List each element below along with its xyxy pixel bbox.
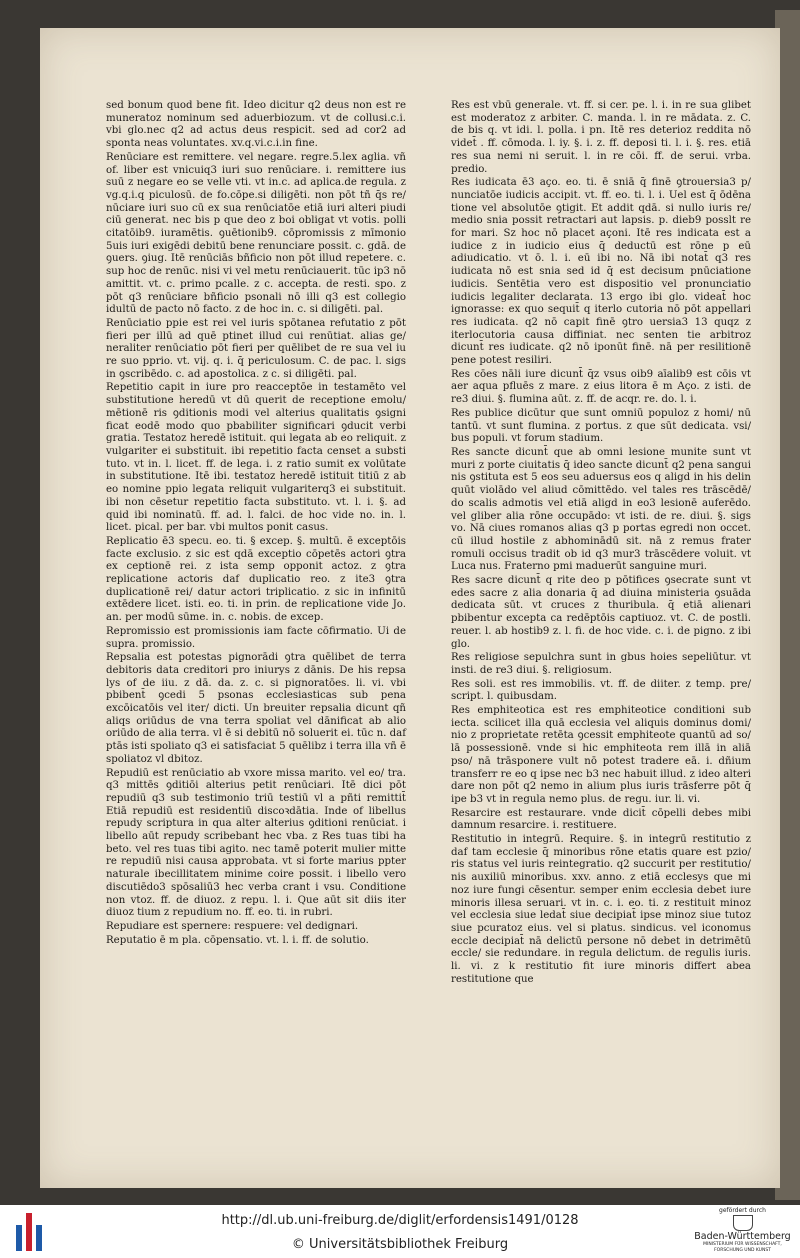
left-paragraph: Renūciatio ppie est rei vel iuris spōtanea refutatio z pōt fieri per illū ad quē ptinet illud cui renūtiat. alias ge/ neraliter renūciatio pōt fieri per quēlibet de re sua vel iu re suo pprio. vt. vij. q. i. q̄ periculosum. C. de pac. l. sigs in ꝯscribēdo. c. ad apostolica. z c. si diligēti. pal. bbox=[106, 317, 406, 380]
permalink-url[interactable]: http://dl.ub.uni-freiburg.de/diglit/erfordensis1491/0128 bbox=[221, 1213, 579, 1228]
left-paragraph: Replicatio ē3 specu. eo. ti. § excep. §. multū. ē exceptōis facte exclusio. z sic est qdā exceptio cōpetēs actori ꝯtra ex ceptionē rei. z ista semp opponit actoz. z ꝯtra replicatione actoris daf duplicatio reo. z ite3 ꝯtra duplicationē rei/ datur actori triplicatio. z sic in infinitū extēdere licet. isti. eo. ti. in prin. de replicatione vide Jo. an. per modū sūme. in. c. nobis. de excep. bbox=[106, 535, 406, 624]
left-paragraph: Repudiare est spernere: respuere: vel dedignari. bbox=[106, 921, 359, 932]
right-paragraph: Res iudicata ē3 aço. eo. ti. ē sniā q̄ finē ꝯtrouersia3 p/ nunciatōe iudicis accipit. vt. ff. eo. ti. l. i. Uel est q̄ ōdēna tione vel absolutōe ꝯtigit. Et addit qdā. si nullo iuris re/ medio snia possit retractari aut lapsis. p. dieb9 posslt re for mari. Sz hoc nō placet açoni. Itē res indicata est a iudice z in iudicio eius q̄ deductū est rōne p eū adiudicatio. vt ō. l. i. eū ibi no. Nā ibi notat̄ q3 res iudicata nō est snia sed id q̄ est decisum pnūciatione iudicis. Sentētia vero est dispositio vel pronunciatio iudicis legaliter declarata. 13 ergo ibi glo. videat̄ hoc ignorasse: ex quo sequit̄ q iterlo cutoria nō pōt appellari res iudicata. q2 nō capit finē ꝯtro uersia3 13 quqz z iterlocutoria causa diffiniat. nec senten tie arbitroz dicunt̄ res iudicate. q2 nō iponūt finē. nā per resilitionē pene potest resiliri. bbox=[451, 177, 751, 367]
funder-name: Baden-Württemberg bbox=[694, 1231, 791, 1242]
left-paragraph: sed bonum quod bene fit. Ideo dicitur q2 deus non est re muneratoz nominum sed aduerbiozum. vt de collusi.c.i. vbi glo.nec q2 ad actus deus respicit. sed ad cor2 ad sponta neas voluntates. xv.q.vi.c.i.in fine. bbox=[106, 100, 406, 150]
right-paragraph: Res soli. est res immobilis. vt. ff. de diiter. z temp. pre/ script. l. quibusdam. bbox=[451, 678, 751, 703]
left-paragraph: Reputatio ē m pla. cōpensatio. vt. l. i. ff. de solutio. bbox=[106, 934, 369, 946]
right-paragraph: Res religiose sepulchra sunt in gbus hoies sepeliūtur. vt insti. de re3 diui. §. religiosum. bbox=[451, 652, 751, 676]
right-paragraph: Res publice dicūtur que sunt omniū populoz z homi/ nū tantū. vt sunt flumina. z portus. z que sūt dedicata. vsi/ bus populi. vt forum stadium. bbox=[451, 407, 751, 445]
funding-label: gefördert durch bbox=[719, 1207, 766, 1214]
left-paragraph: Repsalia est potestas pignorādi ꝯtra quēlibet de terra debitoris data creditori pro iniurys z dānis. De his repsa lys of de iiu. z dā. da. z. c. si pignoratōes. li. vi. vbi pbibent̄ ꝯcedi 5 psonas ecclesiasticas sub pena excōicatōis vel iter/ dicti. Un breuiter repsalia dicunt qñ aliqs oriūdus de vna terra spoliat vel dānificat ab alio oriūdo de alia terra. vl ē si debitū nō soluerit ei. tūc n. daf ptās isti spoliato q3 ei satisfaciat 5 quēlibz i terra illa vñ ē spoliatoz vl dbitoz. bbox=[106, 652, 406, 765]
right-paragraph: Restitutio in integrū. Require. §. in integrū restitutio z daf tam ecclesie q̄ minoribus rōne etatis quare est pzio/ ris status vel iuris reintegratio. q2 succurit per restitutio/ nis auxiliū minoribus. xxv. anno. z etiā ecclesys que mi noz iure fungi cēsentur. semper enim ecclesia debet iure minoris illesa seruari. vt in. c. i. eo. ti. z restituit minoz vel ecclesia siue ledat̄ siue decipiat̄ ipse minoz siue tutoz siue pcuratoz eius. vel si platus. sindicus. vel iconomus eccle decipiat̄ nā delictū persone nō debet in detrimētū eccle/ sie redundare. in regula delictum. de regulis iuris. li. vi. z k restitutio fit iure minoris differt abea restitutione que bbox=[451, 834, 751, 985]
ministry-name: MINISTERIUM FÜR WISSENSCHAFT, FORSCHUNG UND KUNST bbox=[703, 1242, 782, 1253]
right-text-column bbox=[451, 100, 751, 988]
copyright-notice: © Universitätsbibliothek Freiburg bbox=[291, 1237, 509, 1252]
left-paragraph: Renūciare est remittere. vel negare. regre.5.lex aglia. vñ of. liber est vnicuiq3 iuri suo renūciare. i. remittere ius suū z negare eo se velle vti. vt in.c. ad aplica.de regula. z vg.q.i.q piculosū. de fo.cōpe.si diligēti. non pōt tñ q̄s re/ nūciare iuri suo cū ex sua renūciatōe etiā iuri alteri piudi ciū generat. nec bis p que deo z boi obligat vt votis. polli citatōib9. iuramētis. ꝯuētionib9. cōpromissis z mīmonio 5uis iuri exigēdi debitū bene renunciare possit. c. gdā. de ꝯuers. ꝯiug. Itē renūciās bñficio non pōt illud repetere. c. sup hoc de renūc. nisi vi vel metu renūciauerit. tūc ip3 nō amittit. vt. c. primo pcalle. z c. accepta. de resti. spo. z pōt q3 renūciare bñficio psonali nō illi q3 est collegio idultū de pacto nō facto. z de hoc in. c. si diligēti. pal. bbox=[106, 151, 406, 316]
funding-logo bbox=[690, 1207, 795, 1255]
right-paragraph: Res est vbū generale. vt. ff. si cer. pe. l. i. in re sua glibet est moderatoz z arbiter. C. manda. l. in re mādata. z. C. de bis q. vt idi. l. polla. i pn. Itē res deterioz reddita nō videt̄ . ff. cōmoda. l. iy. §. i. z. ff. deposi ti. l. i. §. res. etiā res sua nemi ni seruit. l. in re cōi. ff. de serui. vrba. predio. bbox=[451, 100, 751, 175]
left-text-column bbox=[106, 100, 406, 948]
right-paragraph: Res cōes nāli iure dicunt̄ q̄z vsus oib9 aīalib9 est cōis vt aer aqua pfluēs z mare. z eius litora ē m Aço. z isti. de re3 diui. §. flumina aūt. z. ff. de acqr. re. do. l. i. bbox=[451, 368, 751, 406]
right-paragraph: Resarcire est restaurare. vnde dicit̄ cōpelli debes mibi damnum resarcire. i. restituere. bbox=[451, 807, 751, 832]
right-paragraph: Res sacre dicunt̄ q rite deo p pōtifices ꝯsecrate sunt vt edes sacre z alia donaria q̄ ad diuina ministeria ꝯsuāda dedicata sūt. vt cruces z thuribula. q̄ etiā alienari pbibentur excepta ca redēptōis captiuoz. vt. C. de postli. reuer. l. ab hostib9 z. l. fi. de hoc vide. c. i. de pigno. z ibi glo. bbox=[451, 575, 751, 650]
right-paragraph: Res emphiteotica est res emphiteotice conditioni sub iecta. scilicet illa quā ecclesia vel aliquis dominus domi/ nio z proprietate retēta ꝯcessit emphiteote quantū ad so/ lā possessionē. vnde si hic emphiteota rem illā in aliā pso/ nā trāsponere vult nō potest tradere eā. i. dñium transferr re eo q ipse nec b3 nec habuit illud. z ideo alteri dare non pōt q2 nemo in alium plus iuris trāsferre pōt q̄ ipe b3 vt in regula nemo plus. de regu. iur. li. vi. bbox=[451, 705, 751, 805]
right-paragraph: Res sancte dicunt̄ que ab omni lesione munite sunt vt muri z porte ciuitatis q̄ ideo sancte dicunt̄ q2 pena sangui nis ꝯstituta est 5 eos seu aduersus eos q aligd in his delin quūt violādo vel aliud cōmittēdo. vel tales res trāscēdē/ do scalis admotis vel etiā aligd in eo3 lesionē auferēdo. vel gliber alia rōne occupādo: vt isti. de re. diui. §. sigs vo. Nā ciues romanos alias q3 p portas egredi non occet. cū illud hostile z abhominādū sit. nā z remus frater romuli occisus tradit ob id q3 mur3 trāscēdere voluit. vt Luca nus. Fraterno pmi maduerūt sanguine muri. bbox=[451, 446, 751, 573]
state-crest-icon bbox=[733, 1215, 753, 1231]
left-paragraph: Repudiū est renūciatio ab vxore missa marito. vel eo/ tra. q3 mittēs ꝯditiōi alterius petit renūciari. Itē dici pōt repudiū q3 sub testimonio triū testiū vl a pñti remittit̄ Etiā repudiū est residentiū discoꝛdātia. Inde of libellus repudy scriptura in qua alter alterius ꝯditioni renūciat. i libello aūt repudy scribebant hec vba. z Res tuas tibi ha beto. vel res tuas tibi agito. nec tamē poterit mulier mitte re repudiū nisi causa approbata. vt si forte marius ppter naturale ibecillitatem minime coire possit. i libello vero discutiēdo3 spōsaliū3 hec verba crant i vsu. Conditione non vtoz. ff. de diuoz. z repu. l. i. Que aūt sit diis iter diuoz tium z repudium no. ff. eo. ti. in rubri. bbox=[106, 767, 406, 919]
left-paragraph: Repetitio capit in iure pro reacceptōe in testamēto vel substitutione heredū vt dū querit de receptione emolu/ mētionē ris ꝯditionis modi vel alterius qualitatis ꝯsigni ficat eodē modo quo pbabiliter significari ꝯducit verbi gratia. Testatoz heredē istituit. qui legata ab eo reliquit. z vulgariter ei substituit. ibi repetitio facta censet a substi tuto. vt in. l. licet. ff. de lega. i. z ratio sumit ex volūtate in substitutione. Itē ibi. testatoz heredē istituit titiū z ab eo nomine ppio legata reliquit vulgariterq3 ei substituit. ibi non cēsetur repetitio facta substituto. vt. l. i. §. ad quid ibi nominatū. ff. ad. l. falci. de hoc vide no. in. l. licet. pical. per bar. vbi multos ponit casus. bbox=[106, 382, 406, 534]
left-paragraph: Repromissio est promissionis iam facte cōfirmatio. Ui de supra. promissio. bbox=[106, 625, 406, 650]
